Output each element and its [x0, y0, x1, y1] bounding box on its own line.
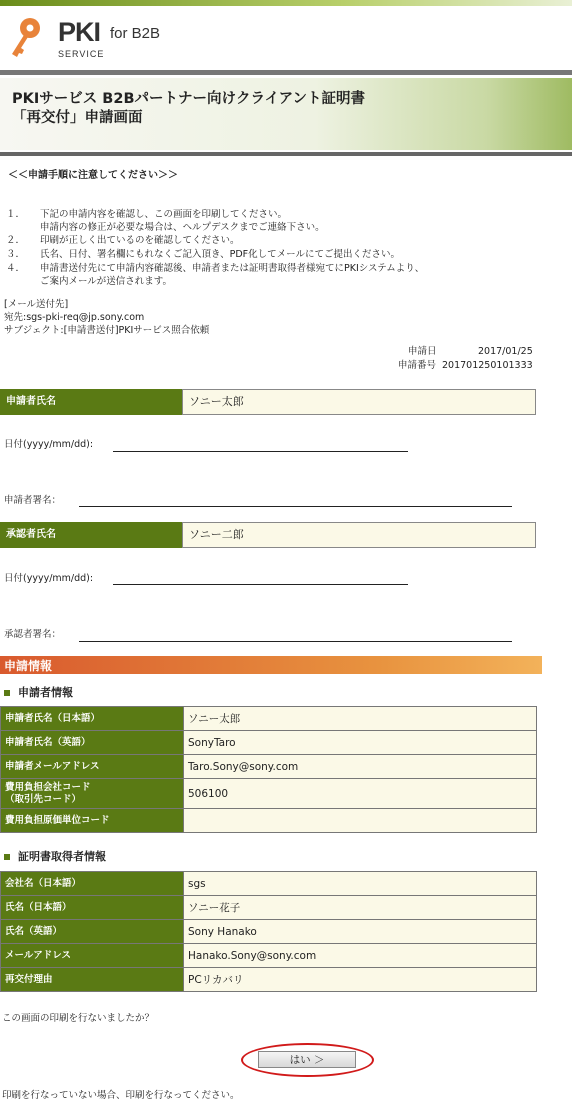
table-value: SonyTaro — [184, 731, 537, 755]
table-key: 氏名（日本語） — [1, 896, 184, 920]
notice-heading: ＜＜申請手順に注意してください＞＞ — [8, 170, 178, 181]
applicant-info-heading-text: 申請者情報 — [18, 686, 73, 699]
table-key: 会社名（日本語） — [1, 872, 184, 896]
print-footer-note: 印刷を行なっていない場合、印刷を行なってください。 — [2, 1090, 240, 1101]
table-value: 506100 — [184, 779, 537, 809]
table-value — [184, 809, 537, 833]
table-key: 申請者メールアドレス — [1, 755, 184, 779]
step-number: ４． — [6, 263, 26, 274]
key-icon — [8, 16, 48, 60]
logo-subtext: SERVICE — [58, 49, 105, 59]
table-row — [1, 968, 537, 992]
table-key: メールアドレス — [1, 944, 184, 968]
approver-sign-line — [79, 640, 512, 642]
bullet-icon — [4, 690, 10, 696]
table-row — [1, 920, 537, 944]
table-row — [1, 896, 537, 920]
table-value: sgs — [184, 872, 537, 896]
table-value: Taro.Sony@sony.com — [184, 755, 537, 779]
table-row — [1, 809, 537, 833]
applicant-date-label: 日付(yyyy/mm/dd): — [4, 439, 94, 450]
applicant-info-table — [0, 706, 537, 833]
step-text: ご案内メールが送信されます。 — [40, 276, 173, 287]
table-row — [1, 707, 537, 731]
table-key: 費用負担原価単位コード — [1, 809, 184, 833]
step-text: 氏名、日付、署名欄にもれなくご記入頂き、PDF化してメールにてご提出ください。 — [40, 249, 400, 260]
section-title: 申請情報 — [4, 659, 53, 673]
table-row — [1, 944, 537, 968]
table-value: ソニー太郎 — [184, 707, 537, 731]
applicant-name-row — [0, 389, 536, 415]
section-header — [0, 656, 542, 674]
applicant-name-label: 申請者氏名 — [0, 389, 182, 415]
table-value: PCリカバリ — [184, 968, 537, 992]
page-subtitle: 「再交付」申請画面 — [12, 110, 143, 126]
title-band — [0, 78, 572, 150]
table-row — [1, 731, 537, 755]
approver-sign-label: 承認者署名： — [4, 629, 62, 640]
number-value: 201701250101333 — [442, 360, 533, 371]
table-key: 申請者氏名（日本語） — [1, 707, 184, 731]
step-text: 印刷が正しく出ているのを確認してください。 — [40, 235, 240, 246]
logo-text: PKI — [58, 17, 101, 47]
table-value: ソニー花子 — [184, 896, 537, 920]
yes-button[interactable]: はい ＞ — [258, 1051, 356, 1068]
number-label: 申請番号 — [398, 360, 437, 371]
step-text: 下記の申請内容を確認し、この画面を印刷してください。 — [40, 209, 288, 220]
cert-info-heading — [4, 848, 106, 864]
table-row — [1, 779, 537, 809]
applicant-info-heading — [4, 684, 73, 700]
table-key: 申請者氏名（英語） — [1, 731, 184, 755]
applicant-sign-line — [79, 505, 512, 507]
step-number: １． — [6, 209, 26, 220]
cert-info-table — [0, 871, 537, 992]
mail-subject: サブジェクト:[申請書送付]PKIサービス照合依頼 — [4, 325, 210, 336]
step-number: ２． — [6, 235, 26, 246]
notice-steps — [0, 206, 560, 286]
for-b2b-label: for B2B — [110, 25, 161, 42]
step-number: ３． — [6, 249, 26, 260]
applicant-name-value: ソニー太郎 — [182, 389, 536, 415]
table-row — [1, 755, 537, 779]
approver-name-value: ソニー二郎 — [182, 522, 536, 548]
table-key: 再交付理由 — [1, 968, 184, 992]
page-title: PKIサービス B2Bパートナー向けクライアント証明書 — [12, 91, 366, 107]
approver-name-label: 承認者氏名 — [0, 522, 182, 548]
date-label: 申請日 — [408, 346, 437, 357]
date-value: 2017/01/25 — [478, 346, 533, 357]
approver-date-label: 日付(yyyy/mm/dd): — [4, 573, 94, 584]
table-key: 費用負担会社コード （取引先コード） — [1, 779, 184, 809]
approver-date-line — [113, 583, 408, 585]
step-text: 申請書送付先にて申請内容確認後、申請者または証明書取得者様宛てにPKIシステムより、 — [40, 263, 425, 274]
table-value: Hanako.Sony@sony.com — [184, 944, 537, 968]
bullet-icon — [4, 854, 10, 860]
applicant-sign-label: 申請者署名： — [4, 495, 62, 506]
cert-info-heading-text: 証明書取得者情報 — [18, 850, 106, 863]
table-key: 氏名（英語） — [1, 920, 184, 944]
mail-label: [メール送付先] — [4, 299, 69, 310]
pki-logo[interactable] — [8, 16, 103, 60]
approver-name-row — [0, 522, 536, 548]
header-divider — [0, 70, 572, 75]
print-question: この画面の印刷を行ないましたか？ — [2, 1013, 155, 1024]
site-header — [0, 6, 572, 64]
title-divider — [0, 152, 572, 156]
step-text: 申請内容の修正が必要な場合は、ヘルプデスクまでご連絡下さい。 — [40, 222, 325, 233]
table-row — [1, 872, 537, 896]
mail-to: 宛先:sgs-pki-req@jp.sony.com — [4, 312, 145, 323]
table-value: Sony Hanako — [184, 920, 537, 944]
applicant-date-line — [113, 450, 408, 452]
